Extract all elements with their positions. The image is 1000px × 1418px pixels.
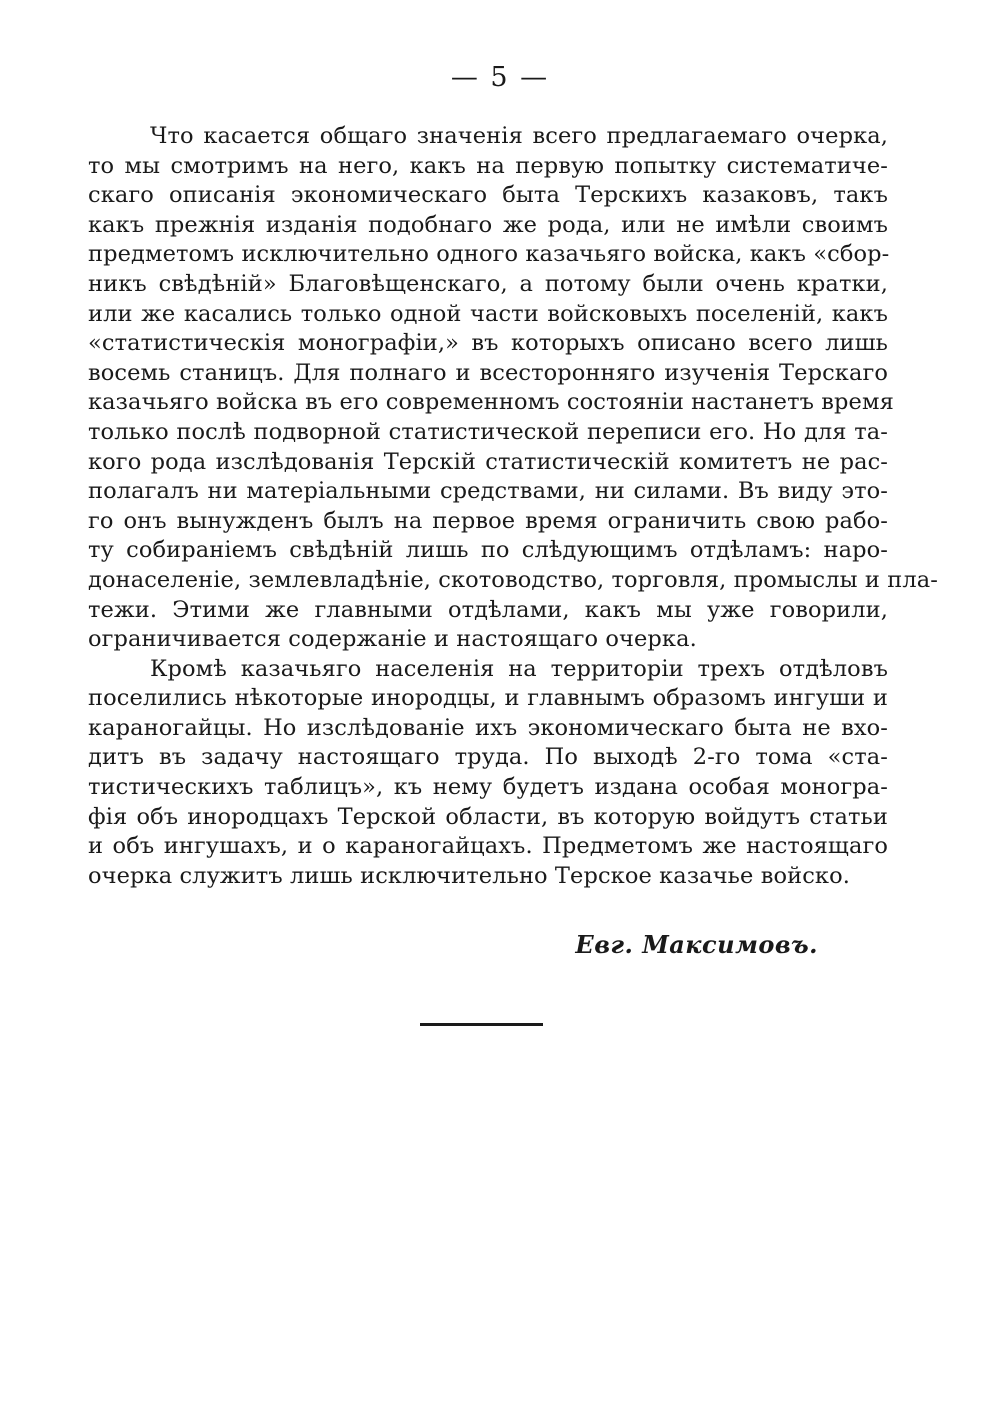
- paragraph-2-line: поселились нѣкоторые инородцы, и главнымъ образомъ ингуши и: [88, 685, 888, 712]
- paragraph-1-line: скаго описанія экономическаго быта Терскихъ казаковъ, такъ: [88, 182, 888, 209]
- paragraph-1-line: го онъ вынужденъ былъ на первое время ограничить свою рабо-: [88, 507, 888, 534]
- paragraph-1-line: восемь станицъ. Для полнаго и всесторонняго изученія Терскаго: [88, 359, 888, 386]
- paragraph-1-line: тежи. Этими же главными отдѣлами, какъ мы уже говорили,: [88, 596, 888, 623]
- paragraph-1-line: только послѣ подворной статистической переписи его. Но для та-: [88, 418, 888, 445]
- paragraph-1-line: или же касались только одной части войсковыхъ поселеній, какъ: [88, 300, 888, 327]
- paragraph-2-line: караногайцы. Но изслѣдованіе ихъ экономическаго быта не вхо-: [88, 714, 888, 741]
- paragraph-1-line: казачьяго войска въ его современномъ состояніи настанетъ время: [88, 389, 894, 416]
- paragraph-2-line: очерка служитъ лишь исключительно Терское казачье войско.: [88, 862, 850, 889]
- page-number: — 5 —: [450, 62, 550, 93]
- paragraph-1-line: никъ свѣдѣній» Благовѣщенскаго, а потому были очень кратки,: [88, 270, 888, 297]
- paragraph-2-line: и объ ингушахъ, и о караногайцахъ. Предметомъ же настоящаго: [88, 833, 888, 860]
- paragraph-2-line: Кромѣ казачьяго населенія на территоріи трехъ отдѣловъ: [150, 655, 888, 682]
- paragraph-1-line: донаселеніе, землевладѣніе, скотоводство, торговля, промыслы и пла-: [88, 566, 938, 593]
- paragraph-2-line: дитъ въ задачу настоящаго труда. По выходѣ 2-го тома «ста-: [88, 744, 888, 771]
- paragraph-1-line: какъ прежнія изданія подобнаго же рода, или не имѣли своимъ: [88, 211, 888, 238]
- paragraph-1-line: «статистическія монографіи,» въ которыхъ описано всего лишь: [88, 330, 888, 357]
- body-text: [88, 122, 938, 891]
- paragraph-2-line: фія объ инородцахъ Терской области, въ которую войдутъ статьи: [88, 803, 888, 830]
- end-rule-divider: [420, 1023, 543, 1026]
- paragraph-1-line: кого рода изслѣдованія Терскій статистическій комитетъ не рас-: [88, 448, 888, 475]
- paragraph-1-line: Что касается общаго значенія всего предлагаемаго очерка,: [150, 123, 888, 149]
- paragraph-1-line: то мы смотримъ на него, какъ на первую попытку систематиче-: [88, 152, 888, 179]
- paragraph-1-line: предметомъ исключительно одного казачьяго войска, какъ «сбор-: [88, 241, 890, 268]
- author-signature: Евг. Максимовъ.: [575, 930, 818, 959]
- paragraph-1-line: ограничивается содержаніе и настоящаго очерка.: [88, 626, 697, 653]
- paragraph-1-line: ту собираніемъ свѣдѣній лишь по слѣдующимъ отдѣламъ: наро-: [88, 537, 888, 564]
- paragraph-2-line: тистическихъ таблицъ», къ нему будетъ издана особая моногра-: [88, 774, 888, 801]
- paragraph-1-line: полагалъ ни матеріальными средствами, ни силами. Въ виду это-: [88, 478, 888, 505]
